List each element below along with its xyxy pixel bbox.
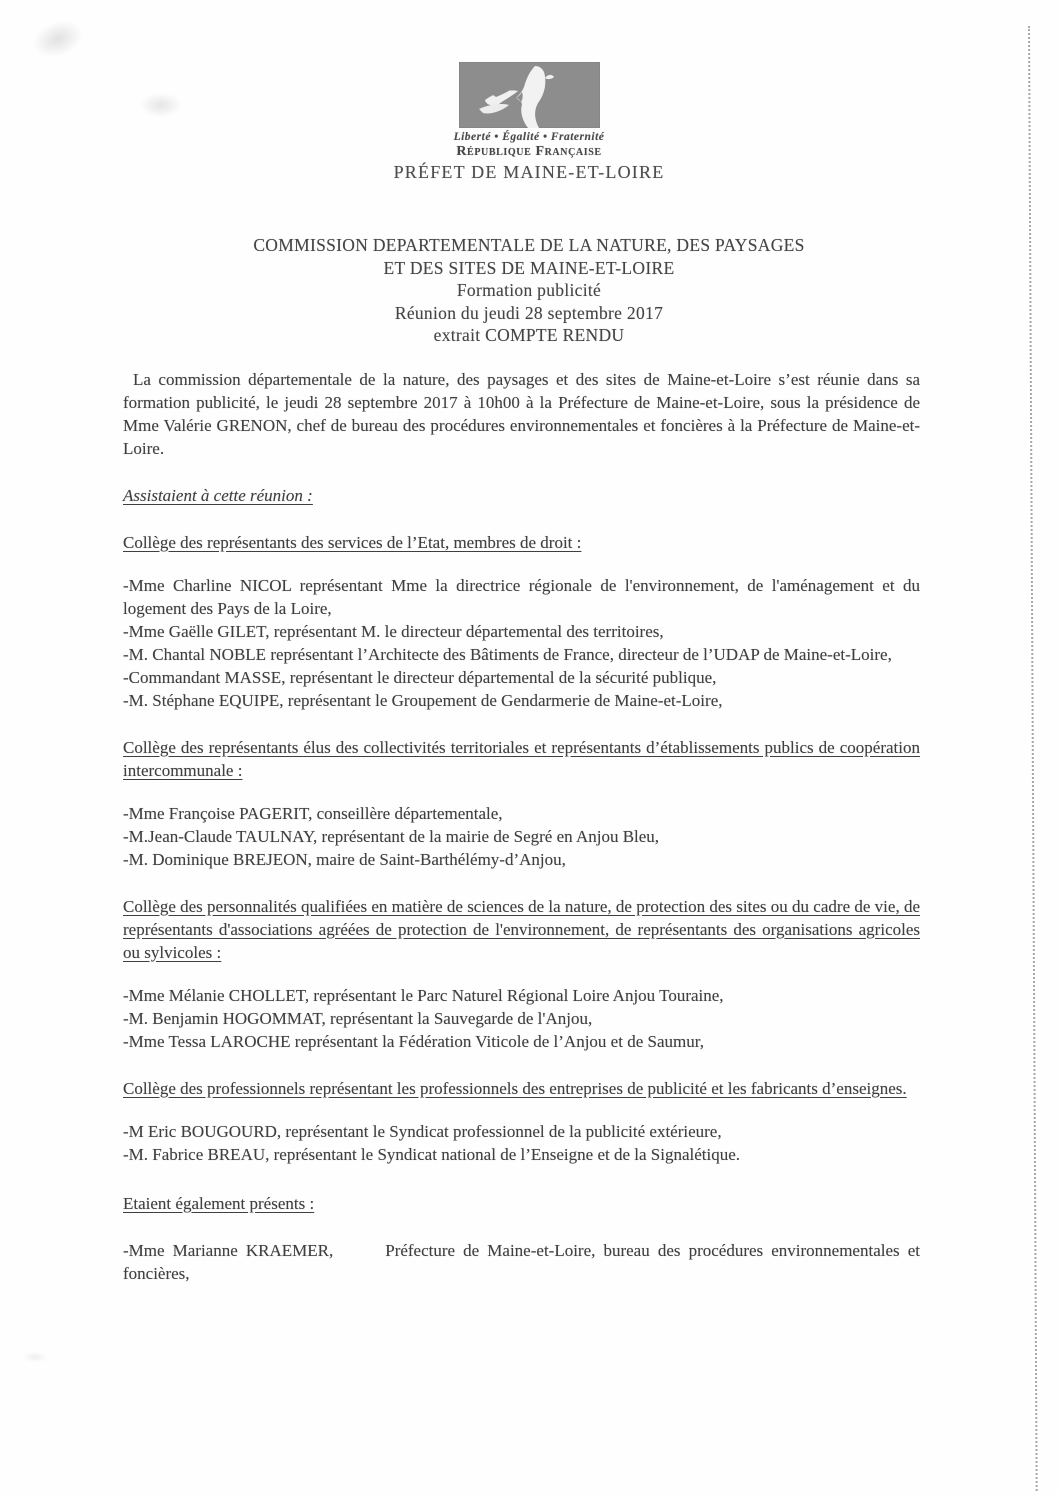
member-list-personnalites: [123, 984, 920, 1053]
marianne-logo: [459, 62, 600, 128]
title-line-3: Formation publicité: [456, 280, 602, 300]
title-line-1: COMMISSION DEPARTEMENTALE DE LA NATURE, DES PAYSAGES: [253, 235, 805, 255]
member-item: -Mme Gaëlle GILET, représentant M. le directeur départemental des territoires,: [123, 621, 664, 641]
member-list-elus: [123, 802, 920, 871]
member-item: -M. Dominique BREJEON, maire de Saint-Barthélémy-d’Anjou,: [123, 849, 566, 869]
member-item: -Commandant MASSE, représentant le directeur départemental de la sécurité publique,: [123, 667, 717, 687]
motto: Liberté • Égalité • Fraternité: [453, 131, 605, 143]
title-line-5: extrait COMPTE RENDU: [433, 325, 625, 345]
member-item: -M Eric BOUGOURD, représentant le Syndicat professionnel de la publicité extérieure,: [123, 1121, 722, 1141]
member-item: -Mme Charline NICOL représentant Mme la directrice régionale de l'environnement, de l'aménagement et du logement des Pays de la Loire,: [123, 575, 920, 618]
also-present-heading: Etaient également présents :: [123, 1193, 315, 1213]
member-item: -Mme Françoise PAGERIT, conseillère départementale,: [123, 803, 503, 823]
member-list-etat: [123, 574, 920, 712]
title-line-2: ET DES SITES DE MAINE-ET-LOIRE: [383, 257, 675, 278]
member-item: -M. Chantal NOBLE représentant l’Architecte des Bâtiments de France, directeur de l’UDAP de Maine-et-Loire,: [123, 644, 892, 664]
intro-paragraph: La commission départementale de la nature, des paysages et des sites de Maine-et-Loire s’est réunie dans sa formation publicité, le jeudi 28 septembre 2017 à 10h00 à la Préfecture de Maine-et-Loire, sous la présidence de Mme Valérie GRENON, chef de bureau des procédures environnementales et foncières à la Préfecture de Maine-et-Loire.: [123, 369, 920, 458]
scan-smudge: [22, 1352, 48, 1362]
member-item: -M. Stéphane EQUIPE, représentant le Groupement de Gendarmerie de Maine-et-Loire,: [123, 690, 723, 710]
section-heading-professionnels: Collège des professionnels représentant les professionnels des entreprises de publicité et les fabricants d’enseignes.: [123, 1078, 907, 1098]
section-heading-etat: Collège des représentants des services de l’Etat, membres de droit :: [123, 532, 582, 552]
section-heading-personnalites: Collège des personnalités qualifiées en matière de sciences de la nature, de protection des sites ou du cadre de vie, de représentants d'associations agréées de protection de l'environnement, de représentants des organisations agricoles ou sylvicoles :: [123, 896, 920, 962]
member-item: -M. Fabrice BREAU, représentant le Syndicat national de l’Enseigne et de la Signalétique.: [123, 1144, 741, 1164]
also-present-detail: Préfecture de Maine-et-Loire, bureau des procédures environnementales et foncières,: [123, 1240, 920, 1283]
member-item: -M. Benjamin HOGOMMAT, représentant la Sauvegarde de l'Anjou,: [123, 1008, 593, 1028]
member-list-professionnels: [123, 1120, 920, 1166]
scan-smudge: [138, 92, 184, 118]
title-line-4: Réunion du jeudi 28 septembre 2017: [394, 302, 664, 323]
attendance-heading: Assistaient à cette réunion :: [123, 485, 313, 505]
prefet-line: PRÉFET DE MAINE-ET-LOIRE: [393, 162, 665, 182]
member-item: -Mme Tessa LAROCHE représentant la Fédération Viticole de l’Anjou et de Saumur,: [123, 1031, 704, 1051]
member-item: -Mme Mélanie CHOLLET, représentant le Parc Naturel Régional Loire Anjou Touraine,: [123, 985, 724, 1005]
also-present-entry: [123, 1239, 920, 1285]
member-item: -M.Jean-Claude TAULNAY, représentant de la mairie de Segré en Anjou Bleu,: [123, 826, 660, 846]
section-heading-elus: Collège des représentants élus des collectivités territoriales et représentants d’établissements publics de coopération intercommunale :: [123, 737, 920, 780]
also-present-name: -Mme Marianne KRAEMER,: [123, 1240, 334, 1260]
document-body: [0, 368, 1058, 1285]
republique-francaise: République Française: [456, 144, 602, 159]
document-title: [0, 234, 1058, 347]
